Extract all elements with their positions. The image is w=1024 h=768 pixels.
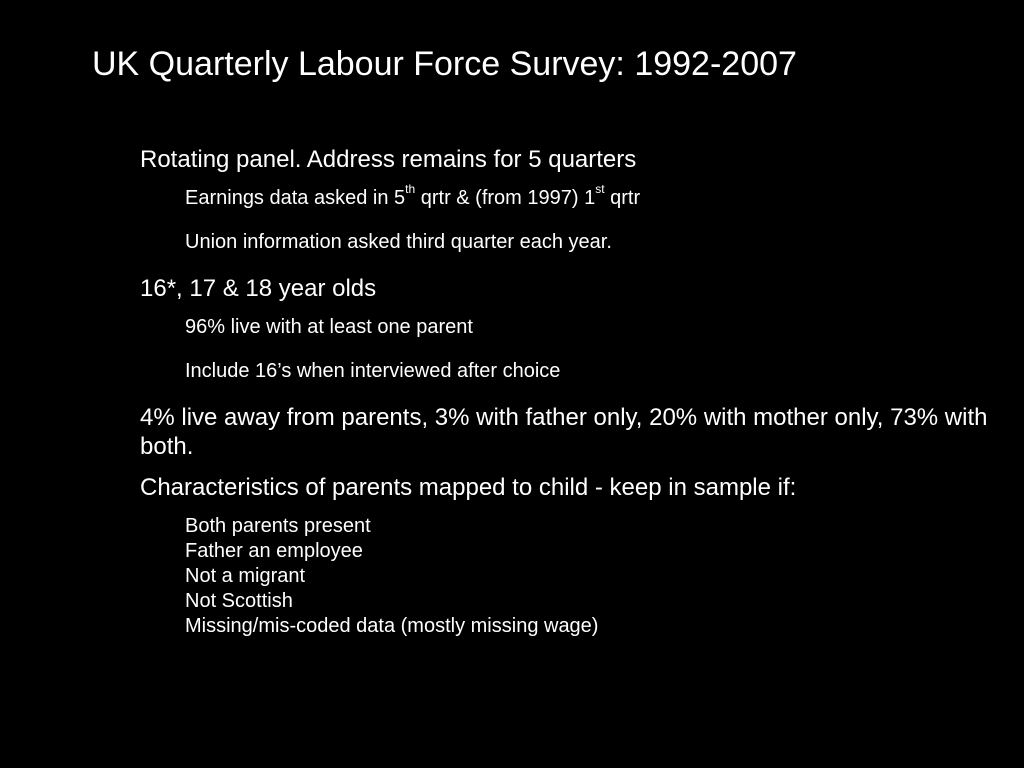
criteria-both-parents: Both parents present: [185, 515, 371, 537]
earnings-sup-th: th: [405, 182, 416, 197]
earnings-sup-st: st: [595, 182, 605, 197]
criteria-not-migrant: Not a migrant: [185, 565, 306, 587]
bullet-rotating-panel: Rotating panel. Address remains for 5 quarters: [140, 146, 637, 173]
criteria-not-scottish: Not Scottish: [185, 590, 293, 612]
sub-bullet-live-with-parent: 96% live with at least one parent: [185, 316, 473, 338]
bullet-year-olds: 16*, 17 & 18 year olds: [140, 275, 377, 302]
criteria-missing-data: Missing/mis-coded data (mostly missing wage): [185, 615, 599, 637]
bullet-living-arrangements: 4% live away from parents, 3% with father only, 20% with mother only, 73% with both.: [140, 404, 988, 460]
earnings-text-part2: qrtr & (from 1997) 1: [415, 187, 596, 209]
bullet-characteristics: Characteristics of parents mapped to child - keep in sample if:: [140, 474, 797, 501]
earnings-text-part1: Earnings data asked in 5: [185, 187, 406, 209]
slide-title: UK Quarterly Labour Force Survey: 1992-2007: [92, 45, 797, 83]
earnings-text-part3: qrtr: [604, 187, 641, 209]
sub-bullet-union-information: Union information asked third quarter each year.: [185, 231, 612, 253]
sub-bullet-include-16s: Include 16’s when interviewed after choice: [185, 360, 561, 382]
slide-content: [140, 145, 1000, 639]
criteria-father-employee: Father an employee: [185, 540, 363, 562]
sub-bullet-earnings-data: [185, 182, 1000, 210]
sample-criteria-list: [185, 514, 1000, 639]
